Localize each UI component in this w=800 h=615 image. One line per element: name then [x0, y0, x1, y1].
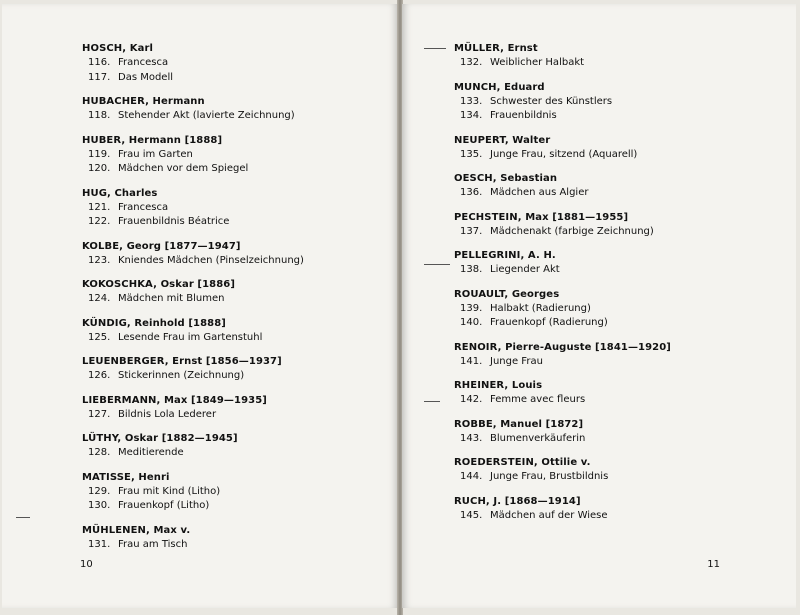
pencil-mark	[424, 48, 446, 49]
artwork-number: 137.	[460, 225, 483, 237]
artwork-row	[454, 186, 774, 201]
catalog-entry	[454, 211, 774, 240]
artist-name: MÜHLENEN, Max v.	[82, 524, 191, 536]
artwork-title: Francesca	[118, 57, 169, 68]
artwork-number: 128.	[88, 447, 111, 458]
catalog-entry	[454, 42, 774, 71]
artwork-title: Kniendes Mädchen (Pinselzeichnung)	[118, 254, 304, 266]
artwork-title: Bildnis Lola Lederer	[118, 408, 217, 420]
artwork-number: 133.	[460, 95, 483, 107]
artwork-row	[454, 355, 774, 370]
artwork-title: Schwester des Künstlers	[490, 95, 613, 107]
artwork-title: Mädchen aus Algier	[490, 187, 589, 198]
artwork-title: Meditierende	[118, 447, 184, 458]
artist-name: LIEBERMANN, Max [1849—1935]	[82, 394, 267, 406]
artwork-number: 121.	[88, 201, 111, 213]
artwork-number: 123.	[88, 254, 111, 266]
artwork-row	[82, 215, 382, 230]
artwork-number: 130.	[88, 500, 111, 511]
catalog-entry	[454, 456, 774, 485]
artwork-row	[454, 432, 774, 447]
artwork-title: Weiblicher Halbakt	[490, 57, 585, 68]
pencil-mark	[424, 401, 440, 402]
artwork-number: 126.	[88, 370, 111, 381]
catalog-entry	[82, 240, 382, 269]
artwork-row	[82, 446, 382, 461]
artwork-title: Junge Frau, Brustbildnis	[490, 471, 609, 482]
artwork-title: Frauenkopf (Litho)	[118, 500, 210, 511]
artist-name: KOKOSCHKA, Oskar [1886]	[82, 279, 236, 290]
catalog-entry	[82, 317, 382, 346]
artwork-title: Frau mit Kind (Litho)	[118, 485, 221, 497]
artist-name: MÜLLER, Ernst	[454, 43, 538, 54]
artwork-row	[82, 485, 382, 500]
artwork-number: 116.	[88, 57, 111, 68]
artist-name: HUBER, Hermann [1888]	[82, 134, 223, 146]
artwork-row	[454, 56, 774, 71]
artwork-title: Blumenverkäuferin	[490, 432, 586, 444]
artwork-row	[82, 499, 382, 514]
artist-name: KOLBE, Georg [1877—1947]	[82, 240, 241, 252]
left-catalog-list	[82, 42, 382, 562]
artwork-row	[454, 316, 774, 331]
right-page-number: 11	[707, 559, 720, 570]
artwork-row	[454, 95, 774, 110]
catalog-entry	[82, 42, 382, 85]
artwork-number: 118.	[88, 110, 111, 121]
right-catalog-list	[454, 42, 774, 533]
artwork-number: 141.	[460, 355, 483, 367]
catalog-entry	[454, 418, 774, 447]
artwork-title: Mädchen mit Blumen	[118, 293, 225, 304]
artwork-title: Frauenbildnis Béatrice	[118, 216, 230, 227]
artist-name: ROUAULT, Georges	[454, 288, 560, 300]
left-page-number: 10	[80, 559, 93, 570]
artwork-title: Das Modell	[118, 71, 174, 83]
catalog-entry	[454, 172, 774, 201]
catalog-entry	[454, 288, 774, 331]
artist-name: PELLEGRINI, A. H.	[454, 250, 556, 261]
artwork-number: 138.	[460, 264, 483, 275]
artwork-row	[82, 162, 382, 177]
artwork-title: Frauenbildnis	[490, 110, 557, 121]
artwork-row	[454, 393, 774, 408]
artwork-title: Frauenkopf (Radierung)	[490, 317, 608, 328]
artwork-number: 129.	[88, 485, 111, 497]
artwork-number: 127.	[88, 408, 111, 420]
catalog-entry	[454, 249, 774, 278]
artwork-number: 142.	[460, 394, 483, 405]
catalog-entry	[82, 524, 382, 553]
artwork-row	[82, 408, 382, 423]
artist-name: ROEDERSTEIN, Ottilie v.	[454, 457, 591, 468]
artwork-row	[454, 509, 774, 524]
pencil-mark	[16, 517, 30, 518]
artwork-title: Mädchenakt (farbige Zeichnung)	[490, 225, 654, 237]
catalog-entry	[82, 134, 382, 177]
artist-name: RENOIR, Pierre-Auguste [1841—1920]	[454, 341, 671, 353]
catalog-entry	[82, 394, 382, 423]
artist-name: MUNCH, Eduard	[454, 81, 545, 93]
artwork-row	[454, 225, 774, 240]
artist-name: KÜNDIG, Reinhold [1888]	[82, 317, 226, 329]
catalog-entry	[454, 341, 774, 370]
left-page	[2, 4, 398, 608]
artwork-row	[454, 148, 774, 163]
artwork-row	[82, 201, 382, 216]
artist-name: OESCH, Sebastian	[454, 173, 558, 184]
artist-name: ROBBE, Manuel [1872]	[454, 418, 584, 430]
artwork-number: 139.	[460, 302, 483, 314]
right-page	[402, 4, 796, 608]
artist-name: HOSCH, Karl	[82, 43, 154, 54]
artwork-title: Lesende Frau im Gartenstuhl	[118, 331, 263, 343]
artwork-row	[82, 331, 382, 346]
catalog-entry	[82, 355, 382, 384]
artwork-title: Junge Frau, sitzend (Aquarell)	[490, 148, 638, 160]
catalog-entry	[82, 187, 382, 230]
artwork-row	[82, 369, 382, 384]
artwork-number: 132.	[460, 57, 483, 68]
artist-name: HUG, Charles	[82, 187, 158, 199]
artist-name: RHEINER, Louis	[454, 380, 543, 391]
artwork-row	[82, 71, 382, 86]
catalog-entry	[454, 134, 774, 163]
artist-name: LÜTHY, Oskar [1882—1945]	[82, 433, 238, 444]
artwork-number: 144.	[460, 471, 483, 482]
artwork-row	[82, 254, 382, 269]
artwork-number: 117.	[88, 71, 111, 83]
catalog-entry	[454, 495, 774, 524]
catalog-entry	[454, 81, 774, 124]
artwork-row	[82, 538, 382, 553]
artist-name: MATISSE, Henri	[82, 471, 170, 483]
artist-name: NEUPERT, Walter	[454, 134, 551, 146]
artwork-title: Frau im Garten	[118, 148, 193, 160]
catalog-entry	[82, 278, 382, 307]
artwork-number: 125.	[88, 331, 111, 343]
artwork-title: Liegender Akt	[490, 264, 560, 275]
artwork-row	[82, 148, 382, 163]
artwork-row	[454, 470, 774, 485]
artwork-number: 143.	[460, 432, 483, 444]
artwork-number: 120.	[88, 163, 111, 174]
catalog-entry	[454, 379, 774, 408]
pencil-mark	[424, 264, 450, 265]
artwork-number: 131.	[88, 538, 111, 550]
artwork-title: Frau am Tisch	[118, 538, 188, 550]
artwork-row	[454, 109, 774, 124]
artwork-row	[82, 292, 382, 307]
artwork-title: Stehender Akt (lavierte Zeichnung)	[118, 110, 295, 121]
artwork-number: 135.	[460, 148, 483, 160]
artist-name: LEUENBERGER, Ernst [1856—1937]	[82, 356, 282, 367]
artwork-number: 124.	[88, 293, 111, 304]
catalog-entry	[82, 471, 382, 514]
artwork-number: 136.	[460, 187, 483, 198]
artwork-title: Halbakt (Radierung)	[490, 302, 591, 314]
artwork-title: Stickerinnen (Zeichnung)	[118, 370, 245, 381]
catalog-entry	[82, 432, 382, 461]
artwork-row	[82, 109, 382, 124]
artwork-row	[454, 302, 774, 317]
artwork-title: Junge Frau	[490, 355, 543, 367]
artwork-number: 119.	[88, 148, 111, 160]
artwork-title: Mädchen vor dem Spiegel	[118, 163, 249, 174]
artwork-title: Femme avec fleurs	[490, 394, 586, 405]
artwork-number: 122.	[88, 216, 111, 227]
artist-name: RUCH, J. [1868—1914]	[454, 495, 581, 507]
artwork-number: 134.	[460, 110, 483, 121]
artwork-title: Mädchen auf der Wiese	[490, 509, 608, 521]
artwork-row	[82, 56, 382, 71]
artwork-number: 140.	[460, 317, 483, 328]
catalog-entry	[82, 95, 382, 124]
artist-name: HUBACHER, Hermann	[82, 96, 205, 107]
artwork-title: Francesca	[118, 201, 169, 213]
artwork-row	[454, 263, 774, 278]
artist-name: PECHSTEIN, Max [1881—1955]	[454, 211, 629, 223]
artwork-number: 145.	[460, 509, 483, 521]
